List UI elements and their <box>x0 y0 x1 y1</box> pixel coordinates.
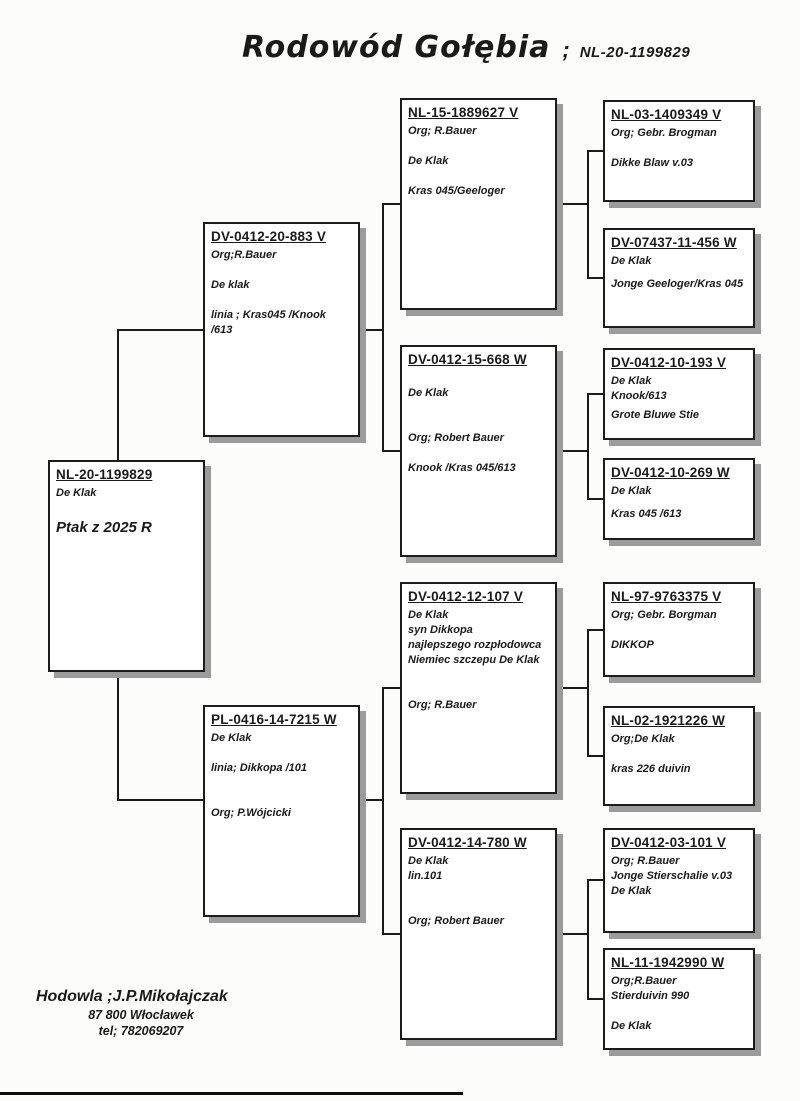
title-separator: ; <box>562 37 570 62</box>
pedigree-line: Jonge Geeloger/Kras 045 <box>611 278 744 290</box>
pedigree-box-greatgrandparent-7 <box>603 828 755 933</box>
pedigree-line: Org;R.Bauer <box>211 249 277 261</box>
pedigree-line <box>408 139 549 154</box>
pedigree-line <box>408 899 549 914</box>
pedigree-line <box>408 884 549 899</box>
pedigree-line: Kras 045 /613 <box>611 508 682 520</box>
breeder-phone: tel; 782069207 <box>98 1024 184 1038</box>
breeder-address: 87 800 Włocławek <box>88 1008 194 1022</box>
pedigree-line: Dikke Blaw v.03 <box>611 157 693 169</box>
pedigree-line: De Klak <box>408 609 449 621</box>
pedigree-line: Stierduivin 990 <box>611 990 690 1002</box>
pedigree-line: De Klak <box>408 155 449 167</box>
pedigree-box-subject <box>48 460 205 672</box>
ring-number: NL-20-1199829 <box>56 467 153 482</box>
ring-number: DV-0412-12-107 V <box>408 589 524 604</box>
pedigree-box-grandfather-maternal <box>400 582 557 794</box>
pedigree-line <box>408 668 549 683</box>
pedigree-line: najlepszego rozpłodowca <box>408 639 542 651</box>
title-ring-number: NL-20-1199829 <box>579 44 691 61</box>
pedigree-line <box>408 169 549 184</box>
connector-ff-greatgrandparents <box>588 151 603 278</box>
pedigree-box-greatgrandparent-1 <box>603 100 755 202</box>
ring-number: NL-15-1889627 V <box>408 105 519 120</box>
connector-fm-greatgrandparents <box>588 394 603 499</box>
ring-number: NL-97-9763375 V <box>611 589 722 604</box>
ring-number: DV-0412-15-668 W <box>408 352 527 367</box>
pedigree-line: syn Dikkopa <box>408 624 473 636</box>
scan-artifact-line <box>0 1092 463 1095</box>
pedigree-box-greatgrandparent-4 <box>603 458 755 540</box>
pedigree-line: Org; R.Bauer <box>408 699 477 711</box>
ring-number: PL-0416-14-7215 W <box>211 712 337 727</box>
pedigree-line: Kras 045/Geeloger <box>408 185 505 197</box>
pedigree-line: Niemiec szczepu De Klak <box>408 654 540 666</box>
pedigree-line: De Klak <box>211 732 252 744</box>
pedigree-line: Org; R.Bauer <box>611 855 680 867</box>
page-title <box>242 30 690 65</box>
pedigree-line: linia; Dikkopa /101 <box>211 762 307 774</box>
breeder-name: Hodowla ;J.P.Mikołajczak <box>36 988 228 1005</box>
pedigree-line: De Klak <box>611 375 652 387</box>
pedigree-line <box>56 501 197 516</box>
pedigree-line: Jonge Stierschalie v.03 <box>611 870 733 882</box>
pedigree-line <box>408 371 549 386</box>
connector-father-grandparents <box>383 204 400 451</box>
pedigree-line: Org; Robert Bauer <box>408 432 504 444</box>
pedigree-line: lin.101 <box>408 870 443 882</box>
pedigree-line: De Klak <box>611 485 652 497</box>
ring-number: DV-0412-20-883 V <box>211 229 327 244</box>
pedigree-line: Ptak z 2025 R <box>56 519 152 536</box>
pedigree-line: Org; R.Bauer <box>408 125 477 137</box>
pedigree-box-grandfather-paternal <box>400 98 557 310</box>
pedigree-line: De Klak <box>56 487 97 499</box>
ring-number: DV-0412-03-101 V <box>611 835 727 850</box>
pedigree-line: De Klak <box>611 255 652 267</box>
ring-number: NL-11-1942990 W <box>611 955 725 970</box>
pedigree-line: De Klak <box>408 855 449 867</box>
ring-number: DV-0412-10-193 V <box>611 355 727 370</box>
connector-mm-greatgrandparents <box>588 880 603 999</box>
pedigree-box-greatgrandparent-6 <box>603 706 755 806</box>
pedigree-line <box>211 746 352 761</box>
pedigree-line <box>611 1004 747 1019</box>
pedigree-line: De Klak <box>611 885 652 897</box>
pedigree-line <box>611 499 747 507</box>
pedigree-line <box>408 416 549 431</box>
ring-number: NL-03-1409349 V <box>611 107 722 122</box>
pedigree-box-greatgrandparent-3 <box>603 348 755 440</box>
connector-mf-greatgrandparents <box>588 630 603 756</box>
pedigree-line: Knook /Kras 045/613 <box>408 462 516 474</box>
ring-number: DV-0412-14-780 W <box>408 835 527 850</box>
pedigree-line: Grote Bluwe Stie <box>611 409 700 421</box>
pedigree-line <box>211 776 352 791</box>
pedigree-line: Knook/613 <box>611 390 667 402</box>
title-text: Rodowód Gołębia <box>242 30 551 65</box>
pedigree-line <box>408 683 549 698</box>
pedigree-line <box>611 269 747 277</box>
pedigree-line: /613 <box>211 324 233 336</box>
pedigree-line: De Klak <box>611 1020 652 1032</box>
pedigree-line: De Klak <box>408 387 449 399</box>
pedigree-line: Org; P.Wójcicki <box>211 807 291 819</box>
pedigree-line: Org; Gebr. Brogman <box>611 127 717 139</box>
pedigree-box-greatgrandparent-8 <box>603 948 755 1050</box>
pedigree-line: linia ; Kras045 /Knook <box>211 309 326 321</box>
pedigree-line <box>211 293 352 308</box>
pedigree-box-grandmother-maternal <box>400 828 557 1040</box>
pedigree-line: Org; Gebr. Borgman <box>611 609 717 621</box>
ring-number: DV-0412-10-269 W <box>611 465 730 480</box>
breeder-info <box>36 988 246 1038</box>
pedigree-box-greatgrandparent-2 <box>603 228 755 328</box>
ring-number: DV-07437-11-456 W <box>611 235 737 250</box>
pedigree-box-grandmother-paternal <box>400 345 557 557</box>
pedigree-line: DIKKOP <box>611 639 654 651</box>
pedigree-line <box>611 747 747 762</box>
pedigree-box-mother <box>203 705 360 917</box>
pedigree-line: Org;R.Bauer <box>611 975 677 987</box>
pedigree-line <box>408 401 549 416</box>
pedigree-line: kras 226 duivin <box>611 763 691 775</box>
pedigree-line <box>408 446 549 461</box>
pedigree-line: De klak <box>211 279 250 291</box>
pedigree-line <box>611 141 747 156</box>
pedigree-line <box>611 623 747 638</box>
pedigree-line <box>211 263 352 278</box>
pedigree-line: Org; Robert Bauer <box>408 915 504 927</box>
pedigree-box-father <box>203 222 360 437</box>
ring-number: NL-02-1921226 W <box>611 713 726 728</box>
connector-mother-grandparents <box>383 688 400 934</box>
pedigree-line <box>211 791 352 806</box>
pedigree-box-greatgrandparent-5 <box>603 582 755 677</box>
pedigree-line: Org;De Klak <box>611 733 675 745</box>
